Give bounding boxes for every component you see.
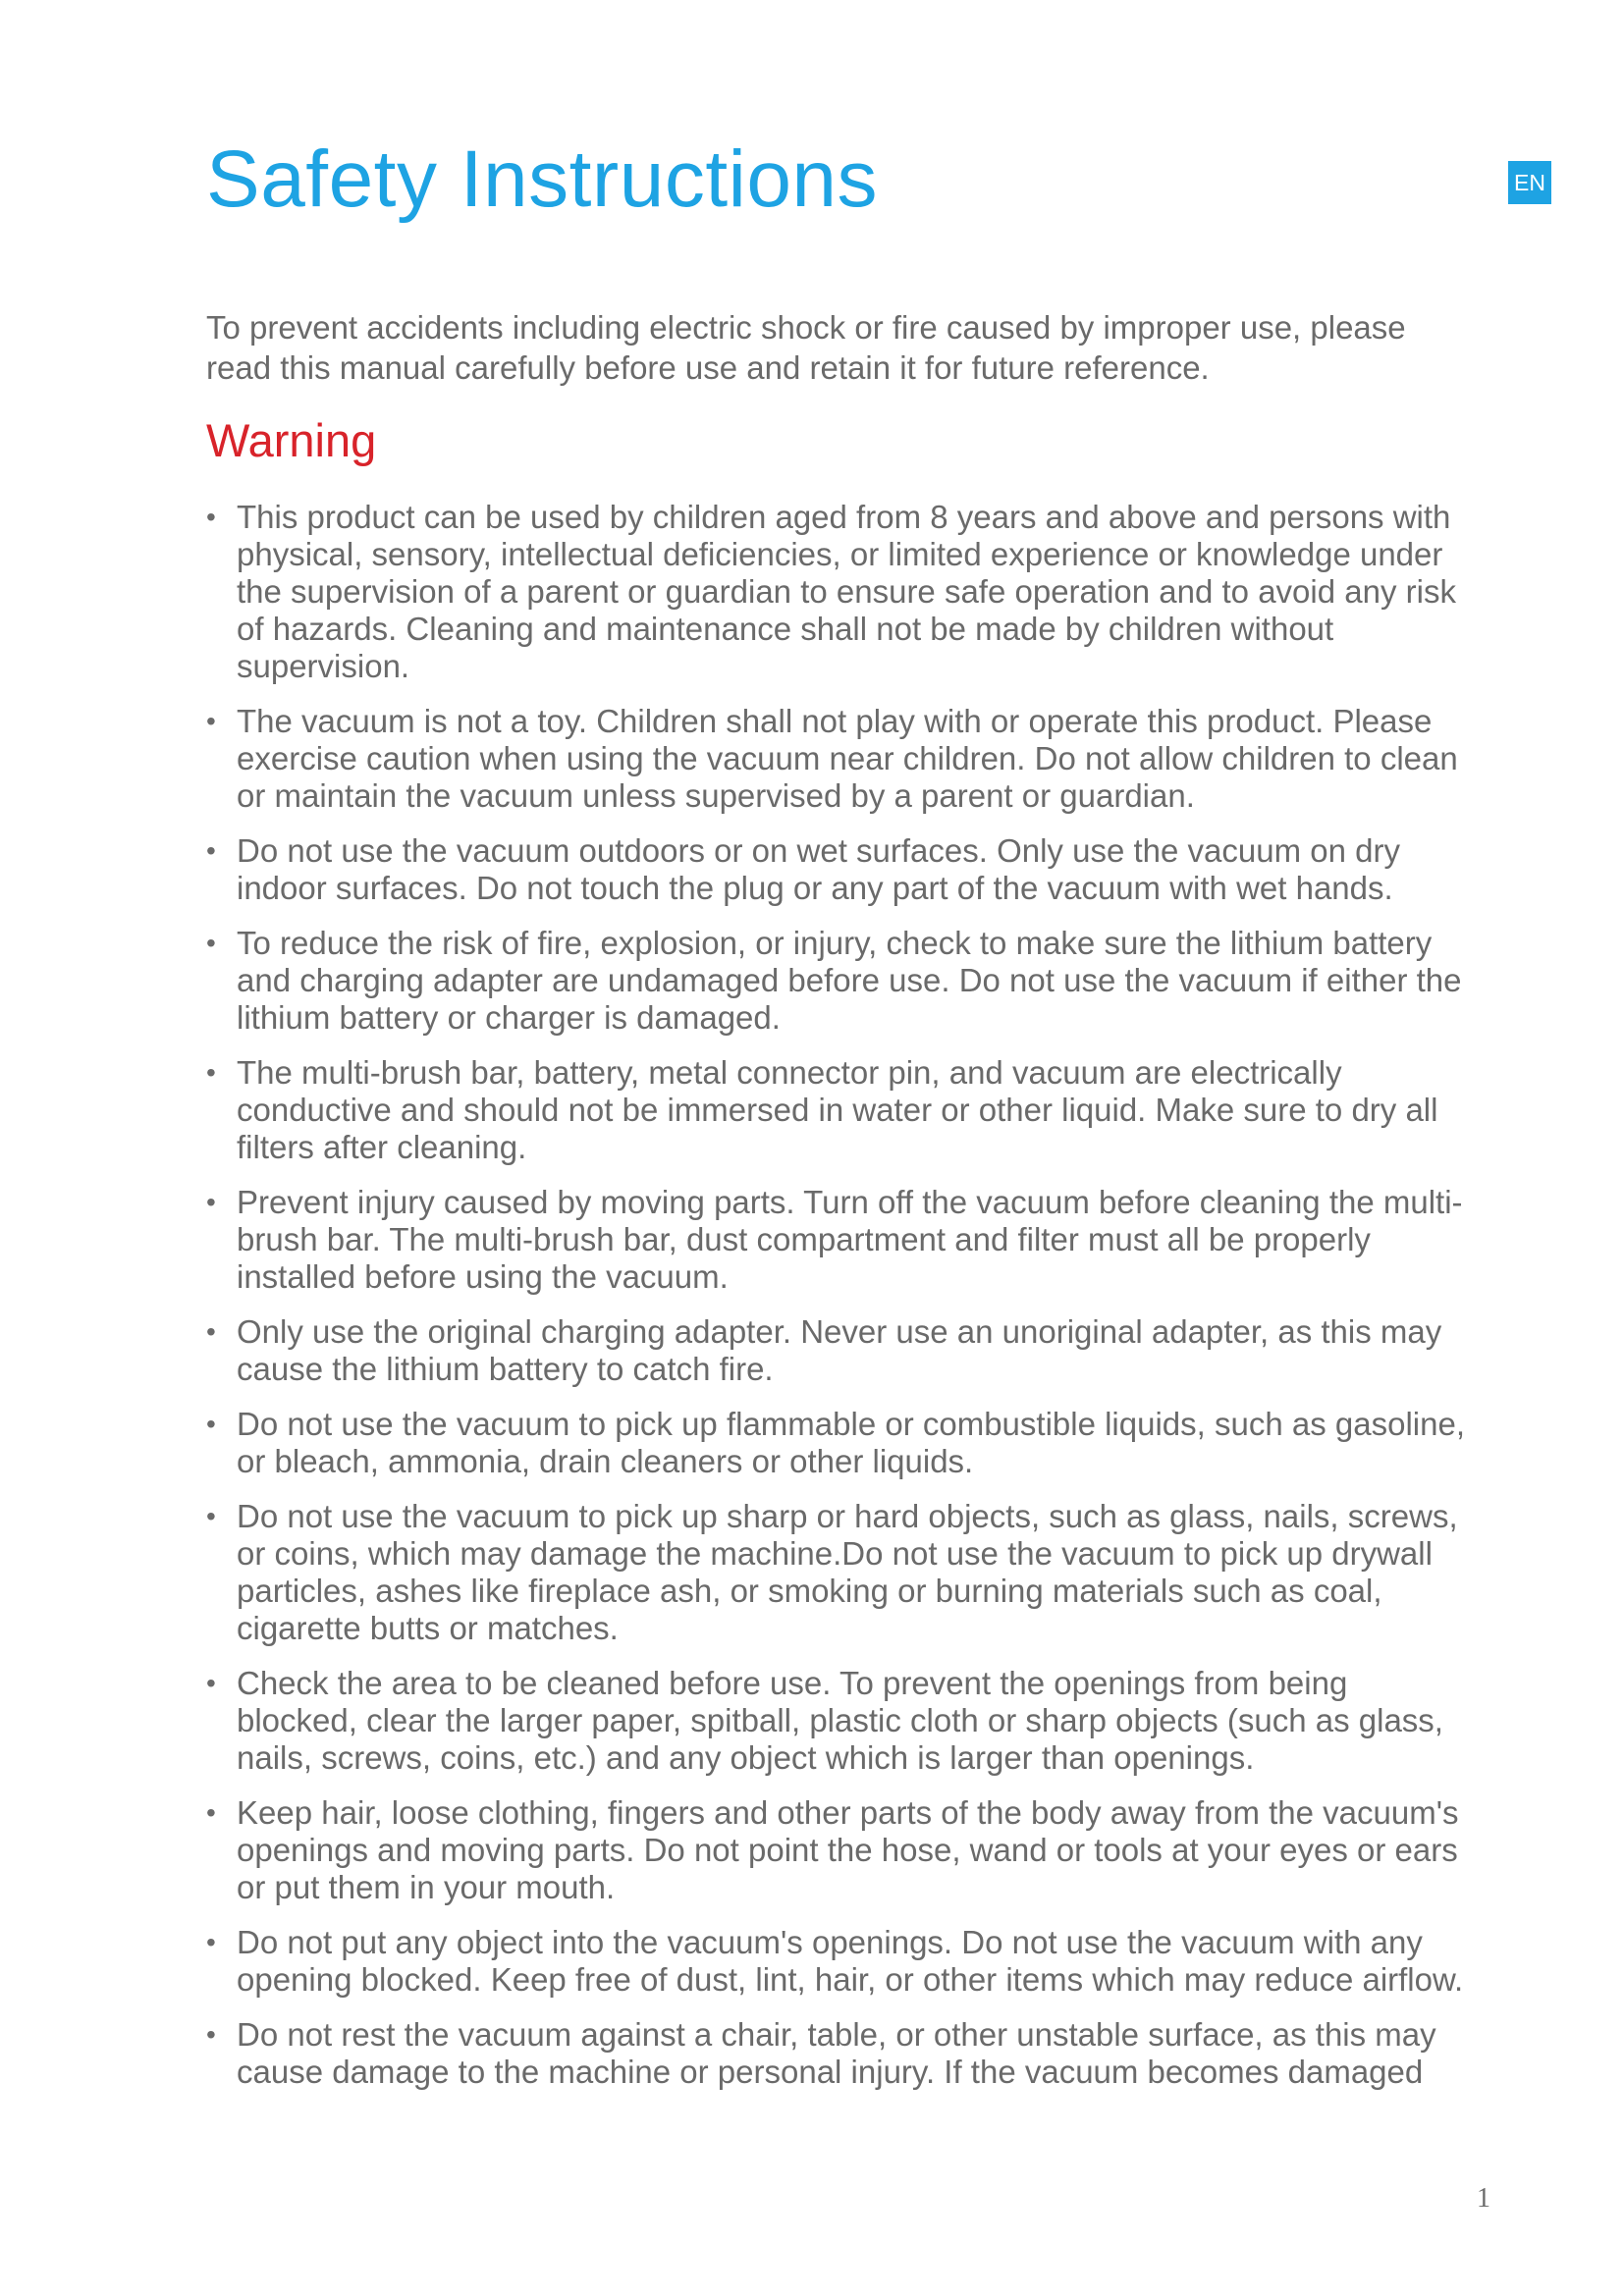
warning-item — [206, 703, 1473, 815]
warning-item — [206, 1313, 1473, 1388]
intro-paragraph: To prevent accidents including electric shock or fire caused by improper use, please read this manual carefully before use and retain it for future reference. — [206, 309, 1406, 386]
warning-item — [206, 1665, 1473, 1777]
bullet-icon: • — [206, 1057, 216, 1088]
warning-item-text: Do not use the vacuum to pick up sharp or hard objects, such as glass, nails, screws, or coins, which may damage the machine.Do not use the vacuum to pick up drywall particles, ashes like fireplace ash, or smoking or burning materials such as coal, cigarette butts or matches. — [237, 1498, 1458, 1646]
warning-item — [206, 499, 1473, 685]
warning-item-text: Do not use the vacuum to pick up flammable or combustible liquids, such as gasoline, or bleach, ammonia, drain cleaners or other liquids. — [237, 1406, 1465, 1479]
warning-item — [206, 832, 1473, 907]
page-title: Safety Instructions — [206, 134, 879, 224]
warning-item — [206, 1054, 1473, 1166]
bullet-icon: • — [206, 835, 216, 866]
bullet-icon: • — [206, 928, 216, 958]
bullet-icon: • — [206, 706, 216, 736]
bullet-icon: • — [206, 502, 216, 532]
warning-item-text: The multi-brush bar, battery, metal connector pin, and vacuum are electrically conductive and should not be immersed in water or other liquid. Make sure to dry all filters after cleaning. — [237, 1054, 1438, 1165]
bullet-icon: • — [206, 1501, 216, 1531]
warning-heading: Warning — [206, 414, 377, 466]
bullet-icon: • — [206, 1316, 216, 1347]
bullet-icon: • — [206, 1409, 216, 1439]
bullet-icon: • — [206, 1668, 216, 1698]
warning-item-text: Do not use the vacuum outdoors or on wet surfaces. Only use the vacuum on dry indoor surfaces. Do not touch the plug or any part of the vacuum with wet hands. — [237, 832, 1400, 906]
bullet-icon: • — [206, 1797, 216, 1828]
warning-item-text: Do not put any object into the vacuum's openings. Do not use the vacuum with any opening blocked. Keep free of dust, lint, hair, or other items which may reduce airflow. — [237, 1924, 1464, 1998]
page-number: 1 — [1477, 2183, 1490, 2214]
warning-item-text: Do not rest the vacuum against a chair, table, or other unstable surface, as this may cause damage to the machine or personal injury. If the vacuum becomes damaged — [237, 2016, 1436, 2090]
warning-list — [206, 499, 1473, 2109]
bullet-icon: • — [206, 1927, 216, 1957]
warning-item-text: The vacuum is not a toy. Children shall not play with or operate this product. Please exercise caution when using the vacuum near children. Do not allow children to clean or maintain the vacuum unless supervised by a parent or guardian. — [237, 703, 1458, 814]
bullet-icon: • — [206, 1187, 216, 1217]
warning-item — [206, 925, 1473, 1037]
warning-item — [206, 2016, 1473, 2091]
warning-item-text: Keep hair, loose clothing, fingers and other parts of the body away from the vacuum's openings and moving parts. Do not point the hose, wand or tools at your eyes or ears or put them in your mouth. — [237, 1794, 1459, 1905]
warning-item-text: Check the area to be cleaned before use. To prevent the openings from being blocked, clear the larger paper, spitball, plastic cloth or sharp objects (such as glass, nails, screws, coins, etc.) and any object which is larger than openings. — [237, 1665, 1443, 1776]
warning-item — [206, 1794, 1473, 1906]
warning-item — [206, 1924, 1473, 1999]
warning-item — [206, 1498, 1473, 1647]
warning-item-text: This product can be used by children aged from 8 years and above and persons with physical, sensory, intellectual deficiencies, or limited experience or knowledge under the supervision of a parent or guardian to ensure safe operation and to avoid any risk of hazards. Cleaning and maintenance shall not be made by children without supervision. — [237, 499, 1456, 684]
warning-item-text: Only use the original charging adapter. Never use an unoriginal adapter, as this may cause the lithium battery to catch fire. — [237, 1313, 1442, 1387]
language-badge: EN — [1508, 161, 1551, 204]
warning-item-text: To reduce the risk of fire, explosion, or injury, check to make sure the lithium battery and charging adapter are undamaged before use. Do not use the vacuum if either the lithium battery or charger is damaged. — [237, 925, 1462, 1036]
warning-item-text: Prevent injury caused by moving parts. Turn off the vacuum before cleaning the multi-brush bar. The multi-brush bar, dust compartment and filter must all be properly installed before using the vacuum. — [237, 1184, 1463, 1295]
warning-item — [206, 1184, 1473, 1296]
bullet-icon: • — [206, 2019, 216, 2050]
warning-item — [206, 1406, 1473, 1480]
